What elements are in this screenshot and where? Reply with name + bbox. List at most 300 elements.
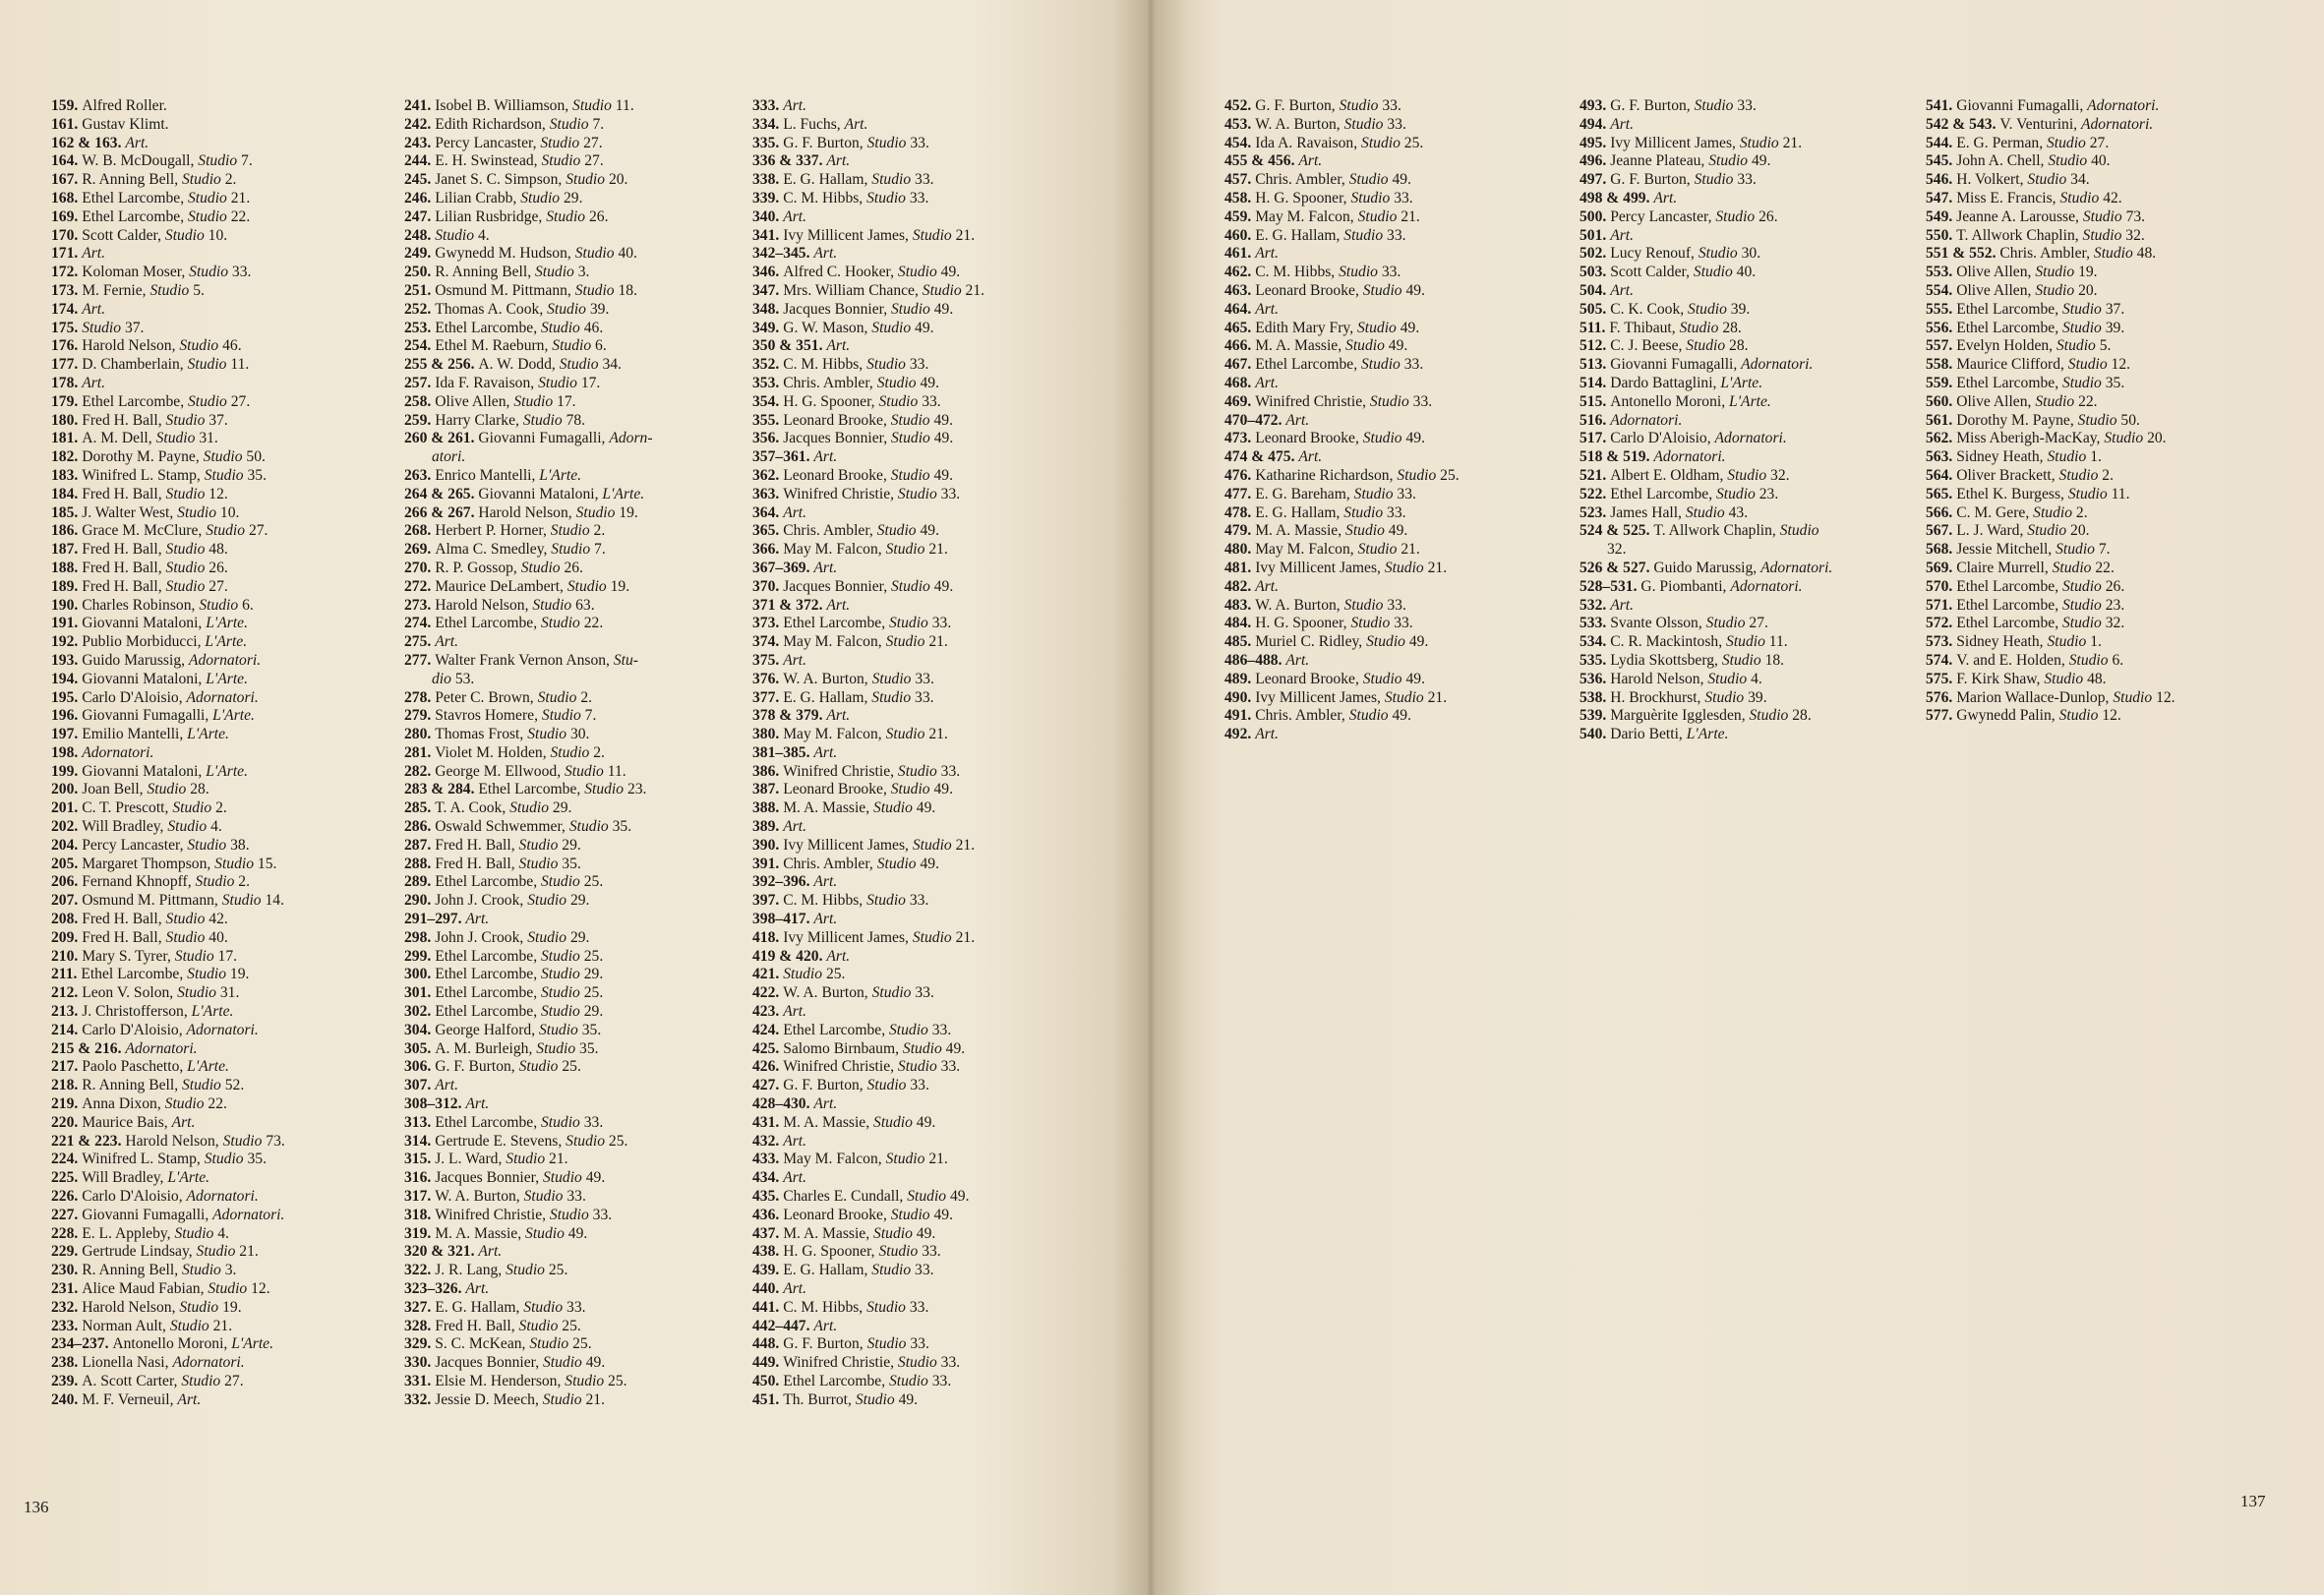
- artist-name: Koloman Moser,: [82, 264, 190, 281]
- source-issue: 11.: [611, 97, 634, 114]
- plate-number: 241.: [404, 97, 436, 114]
- credit-entry: [51, 1225, 285, 1244]
- plate-number: 388.: [752, 799, 784, 817]
- source-title: Studio: [525, 1224, 565, 1242]
- credit-entry: [1224, 375, 1460, 393]
- source-issue: 49.: [911, 319, 934, 336]
- plate-number: 386.: [752, 762, 784, 780]
- source-title: Studio: [885, 1151, 925, 1168]
- artist-name: C. T. Prescott,: [82, 799, 173, 817]
- artist-name: Giovanni Mataloni,: [82, 670, 207, 687]
- source-title: Studio: [547, 300, 586, 318]
- credit-entry: [404, 135, 653, 153]
- source-issue: 33.: [563, 1298, 586, 1316]
- source-title: Studio: [866, 189, 906, 207]
- credit-entry: [51, 1391, 285, 1410]
- plate-number: 334.: [752, 115, 784, 133]
- artist-name: Jacques Bonnier,: [783, 430, 891, 447]
- plate-number: 374.: [752, 633, 784, 651]
- artist-name: Sidney Heath,: [1956, 633, 2048, 651]
- source-issue: 6.: [2108, 651, 2124, 669]
- source-title: Studio: [2035, 264, 2075, 281]
- credit-entry: [51, 208, 285, 227]
- artist-name: Mary S. Tyrer,: [82, 947, 175, 965]
- artist-name: Giovanni Mataloni,: [82, 615, 207, 632]
- plate-number: 364.: [752, 503, 784, 521]
- source-issue: 29.: [579, 1003, 604, 1021]
- source-title: L'Arte.: [602, 485, 645, 502]
- plate-number: 566.: [1926, 503, 1957, 521]
- plate-number: 193.: [51, 651, 83, 669]
- artist-name: Ethel Larcombe,: [783, 615, 889, 632]
- source-title: Studio: [2062, 615, 2102, 632]
- plate-number: 532.: [1579, 596, 1611, 614]
- artist-name: E. L. Appleby,: [82, 1224, 175, 1242]
- source-title: Adornatori.: [1610, 411, 1683, 429]
- credit-entry: [51, 152, 285, 171]
- artist-name: Ethel K. Burgess,: [1956, 485, 2068, 502]
- plate-number: 304.: [404, 1021, 436, 1038]
- artist-name: Fred H. Ball,: [82, 559, 166, 576]
- source-issue: 31.: [215, 984, 240, 1002]
- plate-number: 255 & 256.: [404, 356, 479, 374]
- credit-entry: [1579, 671, 1832, 689]
- plate-number: 419 & 420.: [752, 947, 827, 965]
- source-title: Stu-: [613, 651, 638, 669]
- artist-name: Gwynedd M. Hudson,: [435, 245, 575, 263]
- credit-entry: [404, 799, 653, 818]
- source-title: Studio: [520, 559, 561, 576]
- source-title: Studio: [541, 1003, 580, 1021]
- source-issue: 23.: [624, 781, 647, 798]
- source-title: Studio: [1686, 337, 1726, 355]
- source-title: Art.: [813, 559, 838, 576]
- plate-number: 457.: [1224, 171, 1256, 189]
- source-title: Studio: [541, 319, 580, 336]
- plate-number: 182.: [51, 448, 83, 466]
- plate-number: 516.: [1579, 411, 1611, 429]
- source-issue: 27.: [205, 577, 228, 595]
- credit-entry: [404, 1151, 653, 1169]
- source-issue: 1.: [2086, 448, 2102, 466]
- plate-number: 493.: [1579, 97, 1611, 114]
- source-title: Studio: [182, 1077, 221, 1094]
- plate-number: 221 & 223.: [51, 1132, 126, 1150]
- source-issue: 38.: [226, 836, 250, 854]
- source-issue: 4.: [474, 226, 490, 244]
- source-title: Art.: [783, 1132, 807, 1150]
- source-issue: 48.: [2132, 245, 2157, 263]
- artist-name: R. Anning Bell,: [82, 1262, 182, 1279]
- source-issue: 25.: [558, 1317, 581, 1334]
- artist-name: W. A. Burton,: [1255, 596, 1344, 614]
- plate-number: 242.: [404, 115, 436, 133]
- source-title: Studio: [550, 743, 590, 761]
- plate-number: 551 & 552.: [1926, 245, 2000, 263]
- source-title: Adornatori.: [1741, 356, 1814, 374]
- source-title: Studio: [532, 596, 572, 614]
- source-title: Studio: [2059, 189, 2100, 207]
- plate-number: 207.: [51, 892, 83, 910]
- plate-number: 285.: [404, 799, 436, 817]
- credit-entry: [752, 689, 984, 708]
- artist-name: C. R. Mackintosh,: [1610, 633, 1727, 651]
- source-title: L'Arte.: [205, 633, 248, 651]
- credit-entry: [404, 671, 653, 689]
- source-title: Art.: [1653, 189, 1678, 207]
- credit-entry: [1224, 430, 1460, 448]
- source-issue: 35.: [243, 1151, 267, 1168]
- source-title: Studio: [873, 799, 913, 817]
- source-title: Studio: [1361, 134, 1400, 151]
- source-title: Studio: [1716, 485, 1756, 502]
- artist-name: Leonard Brooke,: [783, 466, 891, 484]
- credit-entry: [752, 744, 984, 763]
- source-issue: 4.: [1747, 670, 1762, 687]
- source-title: Adornatori.: [188, 651, 262, 669]
- source-title: Studio: [1345, 522, 1385, 540]
- source-issue: 33.: [1390, 189, 1413, 207]
- source-issue: 12.: [2152, 688, 2175, 706]
- credit-entry: [752, 873, 984, 892]
- artist-name: Charles E. Cundall,: [783, 1188, 908, 1206]
- artist-name: Leonard Brooke,: [783, 1206, 891, 1223]
- credit-entry: [1224, 337, 1460, 356]
- source-issue: 21.: [924, 726, 948, 743]
- credit-entry: [1579, 264, 1832, 282]
- source-title: Studio: [541, 615, 580, 632]
- artist-name: Ivy Millicent James,: [1610, 134, 1740, 151]
- plate-number: 381–385.: [752, 743, 814, 761]
- source-title: Studio: [1357, 207, 1398, 225]
- source-issue: 33.: [905, 1298, 929, 1316]
- plate-number: 354.: [752, 392, 784, 410]
- source-issue: 33.: [1378, 97, 1401, 114]
- credit-entry: [1224, 208, 1460, 227]
- plate-number: 427.: [752, 1077, 784, 1094]
- source-title: Studio: [222, 1132, 263, 1150]
- artist-name: A. M. Burleigh,: [435, 1039, 537, 1057]
- artist-name: Leonard Brooke,: [1255, 281, 1363, 299]
- plate-number: 274.: [404, 615, 436, 632]
- plate-number: 301.: [404, 984, 436, 1002]
- plate-number: 441.: [752, 1298, 784, 1316]
- artist-name: Ethel Larcombe,: [435, 984, 541, 1002]
- source-issue: 2.: [2072, 503, 2088, 521]
- artist-name: Winifred Christie,: [783, 1354, 898, 1372]
- source-title: Studio: [1779, 522, 1819, 540]
- source-title: Studio: [876, 522, 917, 540]
- artist-name: Fred H. Ball,: [82, 577, 166, 595]
- plate-number: 426.: [752, 1058, 784, 1076]
- plate-number: 478.: [1224, 503, 1256, 521]
- source-title: Studio: [1721, 651, 1761, 669]
- artist-name: Harry Clarke,: [435, 411, 523, 429]
- credit-entry: [1926, 116, 2175, 135]
- source-title: Adornatori.: [172, 1354, 245, 1372]
- source-issue: 22.: [579, 615, 604, 632]
- plate-number: 397.: [752, 892, 784, 910]
- artist-name: Norman Ault,: [82, 1317, 170, 1334]
- plate-number: 260 & 261.: [404, 430, 479, 447]
- source-title: Studio: [549, 1206, 589, 1223]
- artist-name: T. Allwork Chaplin,: [1653, 522, 1780, 540]
- credit-entry: [404, 152, 653, 171]
- source-title: Studio: [221, 892, 262, 910]
- source-title: Studio: [2062, 374, 2102, 391]
- source-issue: 48.: [2083, 670, 2107, 687]
- plate-number: 568.: [1926, 541, 1957, 559]
- source-title: Art.: [465, 1280, 490, 1297]
- plate-number: 307.: [404, 1077, 436, 1094]
- plate-number: 187.: [51, 541, 83, 559]
- source-issue: 32.: [2101, 615, 2125, 632]
- plate-number: 494.: [1579, 115, 1611, 133]
- credit-entry: [404, 984, 653, 1003]
- plate-number: 576.: [1926, 688, 1957, 706]
- plate-number: 169.: [51, 207, 83, 225]
- source-issue: 2.: [589, 743, 605, 761]
- source-title: Studio: [155, 430, 196, 447]
- source-issue: 63.: [571, 596, 595, 614]
- plate-number: 521.: [1579, 466, 1611, 484]
- source-title: Studio: [2062, 596, 2102, 614]
- credit-entry: [1224, 689, 1460, 708]
- plate-number: 214.: [51, 1021, 83, 1038]
- plate-number: 501.: [1579, 226, 1611, 244]
- plate-number: 545.: [1926, 152, 1957, 170]
- credit-entry: [752, 356, 984, 375]
- artist-name: Giovanni Fumagalli,: [82, 707, 213, 725]
- source-issue: 46.: [579, 319, 604, 336]
- artist-name: Dorothy M. Payne,: [82, 448, 204, 466]
- plate-number: 338.: [752, 171, 784, 189]
- artist-name: Ivy Millicent James,: [1255, 559, 1385, 576]
- source-issue: 33.: [579, 1113, 604, 1131]
- plate-number: 348.: [752, 300, 784, 318]
- credit-entry: [752, 337, 984, 356]
- credit-entry: [752, 282, 984, 301]
- source-title: Studio: [866, 1077, 907, 1094]
- artist-name: Gustav Klimt.: [82, 115, 169, 133]
- plate-number: 282.: [404, 762, 436, 780]
- artist-name: Ethel Larcombe,: [1956, 300, 2062, 318]
- credit-entry: [51, 856, 285, 874]
- credit-entry: [1926, 541, 2175, 560]
- credit-entry: [51, 633, 285, 652]
- source-issue: 10.: [216, 503, 240, 521]
- plate-number: 524 & 525.: [1579, 522, 1654, 540]
- artist-name: Lionella Nasi,: [82, 1354, 173, 1372]
- plate-number: 196.: [51, 707, 83, 725]
- credit-entry: [752, 763, 984, 782]
- artist-name: G. F. Burton,: [435, 1058, 519, 1076]
- credit-entry: [752, 799, 984, 818]
- source-issue: 34.: [598, 356, 622, 374]
- credit-entry: [51, 1207, 285, 1225]
- plate-number: 168.: [51, 189, 83, 207]
- artist-name: Jacques Bonnier,: [435, 1169, 543, 1187]
- credit-entry: [1579, 282, 1832, 301]
- source-issue: 4.: [213, 1224, 229, 1242]
- source-title: Adornatori.: [1714, 430, 1787, 447]
- plate-number: 574.: [1926, 651, 1957, 669]
- credit-entry: [752, 1077, 984, 1095]
- plate-number: 263.: [404, 466, 436, 484]
- credit-entry: [51, 726, 285, 744]
- source-title: Studio: [1688, 300, 1727, 318]
- plate-number: 218.: [51, 1077, 83, 1094]
- credit-entry: [1224, 412, 1460, 431]
- source-issue: 33.: [918, 1243, 941, 1261]
- artist-name: Edith Mary Fry,: [1255, 319, 1357, 336]
- plate-number: 366.: [752, 541, 784, 559]
- artist-name: G. W. Mason,: [783, 319, 872, 336]
- credit-entry: [752, 375, 984, 393]
- artist-name: James Hall,: [1610, 503, 1686, 521]
- source-title: Studio: [1357, 541, 1398, 559]
- plate-number: 539.: [1579, 707, 1611, 725]
- source-title: Studio: [1350, 615, 1391, 632]
- artist-name: Ivy Millicent James,: [783, 226, 913, 244]
- credit-entry: [1926, 504, 2175, 523]
- source-issue: 21.: [226, 189, 251, 207]
- source-title: Studio: [1366, 633, 1405, 651]
- source-title: Art.: [783, 97, 807, 114]
- artist-name: Ethel Larcombe,: [435, 966, 541, 983]
- source-issue: 35.: [575, 1039, 599, 1057]
- plate-number: 464.: [1224, 300, 1256, 318]
- source-title: Studio: [2047, 134, 2086, 151]
- artist-name: G. F. Burton,: [1610, 171, 1695, 189]
- plate-number: 219.: [51, 1095, 83, 1113]
- plate-number: 253.: [404, 319, 436, 336]
- credit-entry: [404, 1114, 653, 1133]
- source-title: Studio: [885, 633, 925, 651]
- plate-number: 480.: [1224, 541, 1256, 559]
- credit-entry: [752, 1040, 984, 1059]
- artist-name: Ethel Larcombe,: [435, 1003, 541, 1021]
- source-issue: 33.: [927, 1021, 952, 1038]
- plate-number: 454.: [1224, 134, 1256, 151]
- plate-number: 270.: [404, 559, 436, 576]
- source-issue: 42.: [2099, 189, 2122, 207]
- artist-name: Winifred L. Stamp,: [82, 1151, 205, 1168]
- artist-name: Chris. Ambler,: [1255, 707, 1349, 725]
- plate-number: 562.: [1926, 430, 1957, 447]
- artist-name: H. Brockhurst,: [1610, 688, 1705, 706]
- source-issue: 27.: [220, 1372, 244, 1389]
- artist-name: Joan Bell,: [82, 781, 148, 798]
- plate-number: 504.: [1579, 281, 1611, 299]
- source-title: Studio: [2027, 522, 2067, 540]
- source-issue: 11.: [2107, 485, 2130, 502]
- plate-number: 432.: [752, 1132, 784, 1150]
- credit-entry: [404, 1188, 653, 1207]
- source-title: Studio: [187, 836, 227, 854]
- plate-number: 571.: [1926, 596, 1957, 614]
- source-issue: 21.: [1423, 688, 1448, 706]
- credit-entry: [404, 356, 653, 375]
- source-issue: 25.: [605, 1132, 628, 1150]
- artist-name: A. W. Dodd,: [478, 356, 560, 374]
- source-title: Studio: [523, 1188, 564, 1206]
- source-issue: 25.: [579, 947, 604, 965]
- source-issue: 2.: [234, 873, 250, 891]
- source-title: Art.: [478, 1243, 503, 1261]
- plate-number: 224.: [51, 1151, 83, 1168]
- artist-name: Leon V. Solon,: [82, 984, 178, 1002]
- credit-entry: [51, 763, 285, 782]
- plate-number: 350 & 351.: [752, 337, 827, 355]
- plate-number: 228.: [51, 1224, 83, 1242]
- credit-entry: [1224, 320, 1460, 338]
- plate-number: 175.: [51, 319, 83, 336]
- artist-name: V. Venturini,: [1999, 115, 2081, 133]
- plate-number: 482.: [1224, 577, 1256, 595]
- source-issue: 29.: [549, 799, 572, 817]
- source-issue: 25.: [579, 873, 604, 891]
- credit-entry: [51, 799, 285, 818]
- credit-entry: [1579, 560, 1832, 578]
- artist-name: Fred H. Ball,: [435, 855, 519, 872]
- credit-entry: [404, 726, 653, 744]
- source-issue: 33.: [1377, 264, 1401, 281]
- source-title: Studio: [897, 485, 937, 502]
- artist-name: Chris. Ambler,: [783, 522, 877, 540]
- source-issue: 12.: [2098, 707, 2121, 725]
- source-title: Studio: [1348, 171, 1389, 189]
- credit-entry: [1926, 190, 2175, 208]
- source-issue: 49.: [916, 522, 939, 540]
- source-title: Studio: [890, 781, 930, 798]
- plate-number: 178.: [51, 374, 83, 391]
- plate-number: 573.: [1926, 633, 1957, 651]
- credit-entry: [1926, 448, 2175, 467]
- source-issue: 49.: [936, 264, 961, 281]
- credit-entry: [404, 966, 653, 984]
- source-title: Studio: [1361, 356, 1400, 374]
- source-issue: 33.: [905, 892, 929, 910]
- source-title: Studio: [182, 1262, 221, 1279]
- credit-entry: [51, 578, 285, 597]
- source-title: L'Arte.: [187, 1058, 229, 1076]
- source-title: Art.: [1298, 448, 1323, 466]
- source-title: Studio: [871, 688, 912, 706]
- artist-name: E. G. Hallam,: [783, 688, 872, 706]
- plate-number: 387.: [752, 781, 784, 798]
- source-issue: 22.: [226, 207, 251, 225]
- source-issue: 18.: [1760, 651, 1785, 669]
- credit-entry: [404, 245, 653, 264]
- source-issue: 21.: [924, 633, 948, 651]
- plate-number: 553.: [1926, 264, 1957, 281]
- artist-name: Ethel Larcombe,: [1610, 485, 1716, 502]
- credit-entry: [51, 707, 285, 726]
- source-title: Studio: [2047, 448, 2087, 466]
- artist-name: Oswald Schwemmer,: [435, 818, 569, 836]
- plate-number: 479.: [1224, 522, 1256, 540]
- source-issue: 15.: [254, 855, 277, 872]
- plate-number: 231.: [51, 1280, 83, 1297]
- artist-name: Percy Lancaster,: [1610, 207, 1716, 225]
- source-title: Art.: [1255, 726, 1280, 743]
- artist-name: Ethel Larcombe,: [1956, 596, 2062, 614]
- credit-entry: [1579, 375, 1832, 393]
- artist-name: Lilian Rusbridge,: [435, 207, 547, 225]
- source-issue: 21.: [209, 1317, 233, 1334]
- source-issue: 7.: [237, 152, 253, 170]
